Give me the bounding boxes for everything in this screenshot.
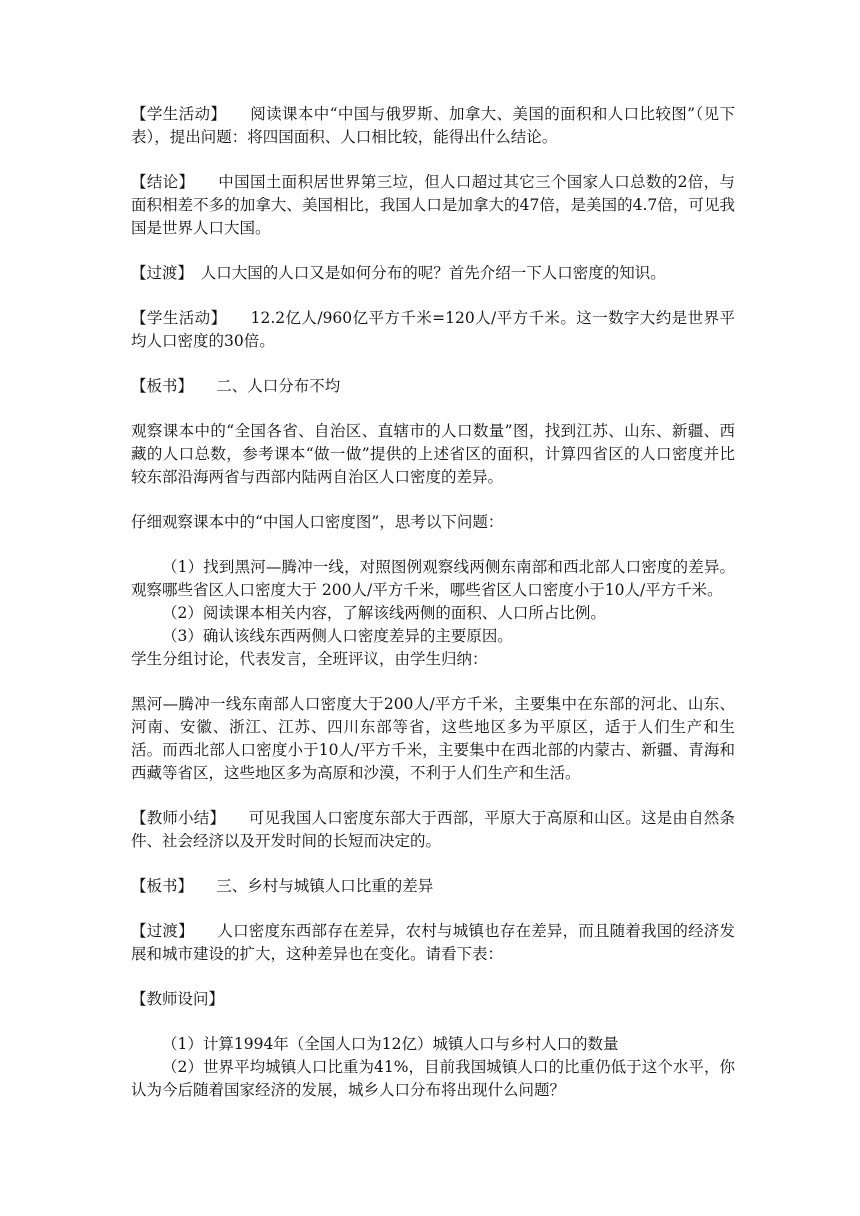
paragraph-text: 人口大国的人口又是如何分布的呢？首先介绍一下人口密度的知识。 — [200, 264, 666, 282]
document-body — [131, 103, 735, 1102]
paragraph-observe-2: 仔细观察课本中的“中国人口密度图”，思考以下问题： — [131, 513, 504, 531]
paragraph-teacher-summary — [131, 807, 735, 853]
section-tag: 【板书】 — [131, 877, 186, 895]
paragraph-text: 12.2亿人/960亿平方千米=120人/平方千米。这一数字大约是世界平均人口密度的30倍。 — [131, 309, 735, 350]
paragraph-discussion: 学生分组讨论，代表发言，全班评议，由学生归纳： — [131, 650, 488, 668]
paragraph-conclusion — [131, 171, 735, 240]
paragraph-text: 人口密度东西部存在差异，农村与城镇也存在差异，而且随着我国的经济发展和城市建设的扩大，这种差异也在变化。请看下表： — [131, 922, 735, 963]
paragraph-teacher-question — [131, 988, 735, 1011]
question-item-3: （3）确认该线东西两侧人口密度差异的主要原因。 — [162, 627, 513, 645]
paragraph-student-activity-1 — [131, 103, 735, 149]
section-heading: 二、人口分布不均 — [216, 377, 341, 395]
paragraph-text: 可见我国人口密度东部大于西部，平原大于高原和山区。这是由自然条件、社会经济以及开发时间的长短而决定的。 — [131, 809, 735, 850]
paragraph-board-2 — [131, 375, 735, 398]
paragraph-text: 中国国土面积居世界第三垃，但人口超过其它三个国家人口总数的2倍，与面积相差不多的加拿大、美国相比，我国人口是加拿大的47倍，是美国的4.7倍，可见我国是世界人口大国。 — [131, 173, 735, 237]
section-tag: 【学生活动】 — [131, 309, 219, 327]
section-tag: 【教师小结】 — [131, 809, 218, 827]
section-tag: 【过渡】 — [131, 264, 186, 282]
section-tag: 【板书】 — [131, 377, 186, 395]
section-tag: 【教师设问】 — [131, 990, 225, 1008]
section-tag: 【过渡】 — [131, 922, 187, 940]
paragraph-observe-1: 观察课本中的“全国各省、自治区、直辖市的人口数量”图，找到江苏、山东、新疆、西藏的人口总数，参考课本“做一做”提供的上述省区的面积，计算四省区的人口密度并比较东部沿海两省与西部内陆两自治区人口密度的差异。 — [131, 422, 735, 486]
question-item-2: （2）阅读课本相关内容，了解该线两侧的面积、人口所占比例。 — [162, 604, 606, 622]
question-item-1: （1）找到黑河—腾冲一线，对照图例观察线两侧东南部和西北部人口密度的差异。观察哪些省区人口密度大于 200人/平方千米，哪些省区人口密度小于10人/平方千米。 — [131, 558, 735, 599]
question-item-5: （2）世界平均城镇人口比重为41%，目前我国城镇人口的比重仍低于这个水平，你认为今后随着国家经济的发展，城乡人口分布将出现什么问题？ — [131, 1058, 735, 1099]
paragraph-board-3 — [131, 875, 735, 898]
paragraph-text: 阅读课本中“中国与俄罗斯、加拿大、美国的面积和人口比较图”（见下表），提出问题：将四国面积、人口相比较，能得出什么结论。 — [131, 105, 735, 146]
paragraph-summary-density: 黑河—腾冲一线东南部人口密度大于200人/平方千米，主要集中在东部的河北、山东、河南、安徽、浙江、江苏、四川东部等省，这些地区多为平原区，适于人们生产和生活。而西北部人口密度小于10人/平方千米，主要集中在西北部的内蒙古、新疆、青海和西藏等省区，这些地区多为高原和沙漠，不利于人们生产和生活。 — [131, 695, 735, 782]
paragraph-student-activity-2 — [131, 307, 735, 353]
paragraph-transition-2 — [131, 920, 735, 966]
section-tag: 【结论】 — [131, 173, 187, 191]
section-tag: 【学生活动】 — [131, 105, 219, 123]
section-heading: 三、乡村与城镇人口比重的差异 — [216, 877, 434, 895]
question-item-4: （1）计算1994年（全国人口为12亿）城镇人口与乡村人口的数量 — [162, 1035, 619, 1053]
paragraph-transition-1 — [131, 262, 735, 285]
